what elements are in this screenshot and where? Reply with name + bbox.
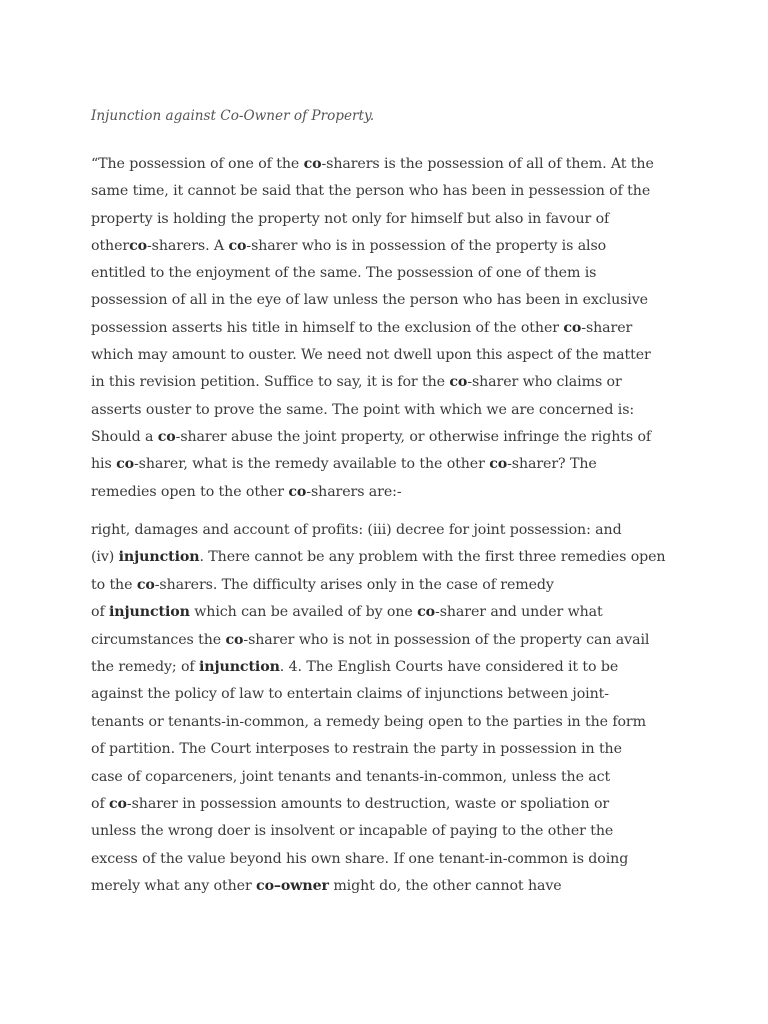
text-line xyxy=(91,627,665,654)
bold-term: co xyxy=(129,237,147,254)
text-run: -sharers. A xyxy=(146,237,229,254)
text-run: -sharers. The difficulty arises only in the case of remedy xyxy=(154,576,554,593)
text-run: other xyxy=(91,237,130,254)
bold-term: injunction xyxy=(118,549,200,566)
bold-term: co xyxy=(303,156,322,172)
text-line xyxy=(91,764,665,791)
text-line xyxy=(91,424,654,451)
bold-term: co xyxy=(116,456,134,473)
text-line xyxy=(91,479,654,506)
bold-term: co xyxy=(225,631,244,648)
bold-term: co xyxy=(563,319,582,336)
text-line xyxy=(91,178,654,205)
text-line xyxy=(91,846,665,873)
text-run: -sharer xyxy=(581,319,633,336)
text-line xyxy=(91,315,654,342)
text-line xyxy=(91,873,665,900)
bold-term: co xyxy=(228,237,247,254)
bold-term: co xyxy=(417,604,436,621)
text-line xyxy=(91,736,665,763)
bold-term: co xyxy=(109,795,127,812)
text-run: . 4. The English Courts have considered it to be xyxy=(279,658,619,675)
text-run: might do, the other cannot have xyxy=(328,878,562,895)
text-line xyxy=(91,599,665,626)
text-run: entitled to the enjoyment of the same. The possession of one of them is xyxy=(91,265,597,282)
text-line xyxy=(91,681,665,708)
text-run: -sharer who is in possession of the property is also xyxy=(246,237,607,254)
text-run: of partition. The Court interposes to restrain the party in possession in the xyxy=(91,741,622,758)
text-run: the remedy; of xyxy=(91,658,199,675)
text-run: in this revision petition. Suffice to say, it is for the xyxy=(91,374,450,391)
text-run: -sharer, what is the remedy available to the other xyxy=(133,456,490,473)
text-run: right, damages and account of profits: (iii) decree for joint possession: and xyxy=(91,522,622,538)
text-run: -sharer in possession amounts to destruction, waste or spoliation or xyxy=(126,795,610,812)
text-line xyxy=(91,572,665,599)
text-run: of xyxy=(91,604,110,621)
bold-term: injunction xyxy=(198,658,280,675)
text-line xyxy=(91,287,654,314)
text-line xyxy=(91,233,654,260)
text-line xyxy=(91,151,654,178)
paragraph-2 xyxy=(91,517,665,900)
text-run: -sharers are:- xyxy=(306,483,402,500)
bold-term: co xyxy=(288,483,307,500)
text-line xyxy=(91,342,654,369)
text-run: (iv) xyxy=(91,549,119,566)
text-line xyxy=(91,517,665,544)
text-line xyxy=(91,397,654,424)
text-line xyxy=(91,260,654,287)
text-run: possession asserts his title in himself to the exclusion of the other xyxy=(91,319,564,336)
document-heading: Injunction against Co-Owner of Property. xyxy=(91,108,375,124)
text-line xyxy=(91,544,665,571)
bold-term: co xyxy=(136,576,155,593)
bold-term: injunction xyxy=(109,604,190,621)
text-run: . There cannot be any problem with the first three remedies open xyxy=(199,549,666,566)
text-run: asserts ouster to prove the same. The point with which we are concerned is: xyxy=(91,401,635,418)
text-line xyxy=(91,654,665,681)
text-line xyxy=(91,818,665,845)
text-run: tenants or tenants-in-common, a remedy being open to the parties in the form xyxy=(91,713,646,730)
text-run: against the policy of law to entertain claims of injunctions between joint- xyxy=(91,686,609,703)
text-run: circumstances the xyxy=(91,631,226,648)
text-run: case of coparceners, joint tenants and tenants-in-common, unless the act xyxy=(91,768,611,785)
text-run: same time, it cannot be said that the person who has been in pessession of the xyxy=(91,183,651,200)
text-run: -sharer who is not in possession of the property can avail xyxy=(243,631,650,648)
text-run: unless the wrong doer is insolvent or incapable of paying to the other the xyxy=(91,823,614,840)
text-run: which can be availed of by one xyxy=(189,604,418,621)
paragraph-1 xyxy=(91,151,654,506)
text-line xyxy=(91,709,665,736)
text-run: possession of all in the eye of law unless the person who has been in exclusive xyxy=(91,292,648,309)
bold-term: co–owner xyxy=(256,878,329,895)
text-run: excess of the value beyond his own share. If one tenant-in-common is doing xyxy=(91,850,629,867)
text-run: his xyxy=(91,456,117,473)
text-run: property is holding the property not only for himself but also in favour of xyxy=(91,210,610,227)
text-run: of xyxy=(91,795,110,812)
text-line xyxy=(91,451,654,478)
text-run: Should a xyxy=(91,428,158,445)
text-line xyxy=(91,791,665,818)
bold-term: co xyxy=(157,428,176,445)
text-run: -sharer abuse the joint property, or otherwise infringe the rights of xyxy=(175,428,652,445)
text-run: -sharer? The xyxy=(507,456,597,473)
text-run: merely what any other xyxy=(91,878,257,895)
text-run: “The possession of one of the xyxy=(91,156,304,172)
text-run: -sharers is the possession of all of them. At the xyxy=(321,156,654,172)
text-run: to the xyxy=(91,576,137,593)
text-run: -sharer and under what xyxy=(435,604,603,621)
text-run: -sharer who claims or xyxy=(467,374,622,391)
bold-term: co xyxy=(489,456,508,473)
bold-term: co xyxy=(449,374,468,391)
text-run: remedies open to the other xyxy=(91,483,289,500)
text-line xyxy=(91,369,654,396)
text-run: which may amount to ouster. We need not dwell upon this aspect of the matter xyxy=(91,347,651,364)
text-line xyxy=(91,206,654,233)
